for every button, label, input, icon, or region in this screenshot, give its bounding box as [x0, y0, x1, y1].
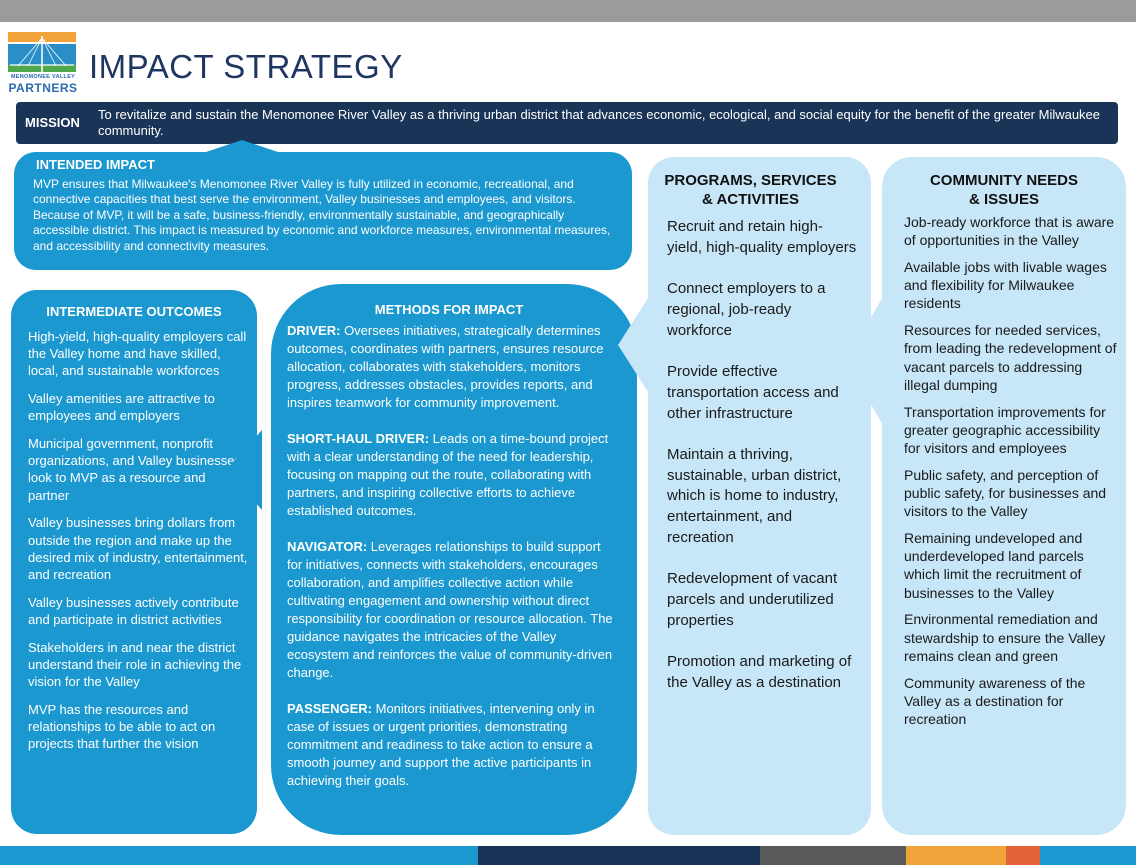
footer-color-bar	[0, 846, 1136, 865]
methods-title: METHODS FOR IMPACT	[374, 302, 524, 317]
footer-segment	[0, 846, 478, 865]
logo-wordmark: PARTNERS	[8, 81, 78, 95]
programs-title	[648, 171, 853, 209]
footer-segment	[906, 846, 1006, 865]
list-item	[287, 430, 617, 520]
list-item: Maintain a thriving, sustainable, urban district, which is home to industry, entertainment, and recreation	[667, 445, 842, 547]
list-item: Transportation improvements for greater geographic accessibility for visitors and employees	[904, 403, 1106, 457]
list-item: Connect employers to a regional, job-ready workforce	[667, 280, 826, 339]
page-title: IMPACT STRATEGY	[89, 48, 403, 85]
methods-for-impact-box	[271, 284, 637, 835]
list-item: Stakeholders in and near the district understand their role in achieving the vision for the Valley	[28, 639, 242, 689]
list-item	[287, 700, 617, 790]
community-needs-box	[882, 157, 1126, 835]
list-item: Municipal government, nonprofit organizations, and Valley businesses look to MVP as a resource and partner	[28, 436, 241, 503]
needs-list	[904, 213, 1118, 737]
list-item: Available jobs with livable wages and flexibility for Milwaukee residents	[904, 259, 1107, 312]
intended-impact-box	[14, 152, 632, 270]
list-item: Remaining undeveloped and underdeveloped land parcels which limit the recruitment of businesses to the Valley	[904, 530, 1084, 601]
list-item: Resources for needed services, from leading the redevelopment of vacant parcels to addressing illegal dumping	[904, 322, 1117, 393]
intended-impact-body: MVP ensures that Milwaukee's Menomonee River Valley is fully utilized in economic, recreational, and connective capacities that best serve the environment, Valley businesses and employees, and visitors. Because of MVP, it will be a safe, business-friendly, environmentally sustainable, and geographically accessible district. This impact is measured by economic and workforce measures, environmental measures, and accessibility and connectivity measures.	[33, 177, 611, 253]
method-label: SHORT-HAUL DRIVER:	[287, 431, 430, 446]
intended-impact-title: INTENDED IMPACT	[36, 157, 155, 172]
footer-segment	[1006, 846, 1040, 865]
list-item: Environmental remediation and stewardship to ensure the Valley remains clean and green	[904, 611, 1106, 664]
list-item: Community awareness of the Valley as a destination for recreation	[904, 674, 1086, 728]
top-bar	[0, 0, 1136, 22]
list-item: High-yield, high-quality employers call the Valley home and have skilled, local, and sustainable workforces	[28, 329, 247, 379]
method-text: Oversees initiatives, strategically determines outcomes, coordinates with partners, ensures resource allocation, collaborates with stakeholders, monitors progress, addresses obstacles, provides reports, and inspires teamwork for community improvement.	[287, 323, 604, 410]
method-label: PASSENGER:	[287, 701, 372, 716]
footer-segment	[1040, 846, 1136, 865]
intermediate-outcomes-list	[28, 328, 250, 763]
list-item: Valley amenities are attractive to employees and employers	[28, 391, 215, 424]
method-text: Leads on a time-bound project with a clear understanding of the need for leadership, focusing on mapping out the route, collaborating with partners, and inspiring collective efforts to achieve established outcomes.	[287, 431, 609, 518]
method-text: Monitors initiatives, intervening only in case of issues or urgent priorities, demonstrating commitment and readiness to take action to ensure a smooth journey and support the active participants in achieving their goals.	[287, 701, 595, 788]
methods-list	[287, 322, 617, 808]
programs-title-line1: PROGRAMS, SERVICES	[664, 172, 837, 189]
list-item	[287, 538, 617, 682]
logo-subtitle: MENOMONEE VALLEY	[10, 74, 76, 80]
needs-arrow	[846, 295, 884, 427]
method-label: NAVIGATOR:	[287, 539, 368, 554]
list-item: Valley businesses bring dollars from outside the region and make up the desired mix of industry, entertainment, and recreation	[28, 515, 248, 582]
intermediate-outcomes-box	[11, 290, 257, 834]
method-label: DRIVER:	[287, 323, 341, 338]
list-item: MVP has the resources and relationships to be able to act on projects that further the vision	[28, 701, 216, 752]
needs-title-line2: & ISSUES	[968, 191, 1040, 208]
list-item: Redevelopment of vacant parcels and underutilized properties	[667, 570, 838, 629]
mission-text: To revitalize and sustain the Menomonee River Valley as a thriving urban district that advances economic, ecological, and social equity for the benefit of the greater Milwaukee community.	[98, 107, 1101, 138]
footer-segment	[760, 846, 906, 865]
programs-arrow	[618, 295, 650, 395]
list-item	[287, 322, 617, 412]
methods-arrow	[226, 430, 262, 510]
list-item: Recruit and retain high-yield, high-quality employers	[667, 218, 857, 256]
list-item: Valley businesses actively contribute and participate in district activities	[28, 594, 239, 627]
mission-label: MISSION	[25, 115, 80, 130]
method-text: Leverages relationships to build support for initiatives, connects with stakeholders, encourages collaboration, and amplifies collective action while cultivating engagement and ownership without direct responsibility for coordination or resource allocation. The guidance navigates the intricacies of the Valley ecosystem and reinforces the value of community-driven change.	[287, 539, 613, 680]
footer-segment	[478, 846, 760, 865]
mission-banner	[16, 102, 1118, 144]
programs-box	[648, 157, 871, 835]
intermediate-outcomes-title: INTERMEDIATE OUTCOMES	[46, 304, 222, 319]
list-item: Job-ready workforce that is aware of opportunities in the Valley	[904, 214, 1115, 249]
list-item: Promotion and marketing of the Valley as a destination	[667, 653, 852, 692]
list-item: Public safety, and perception of public safety, for businesses and visitors to the Valley	[904, 466, 1107, 520]
list-item: Provide effective transportation access and other infrastructure	[667, 362, 839, 422]
programs-list	[667, 217, 857, 714]
needs-title	[882, 171, 1126, 209]
needs-title-line1: COMMUNITY NEEDS	[929, 172, 1079, 189]
programs-title-line2: & ACTIVITIES	[702, 191, 799, 208]
